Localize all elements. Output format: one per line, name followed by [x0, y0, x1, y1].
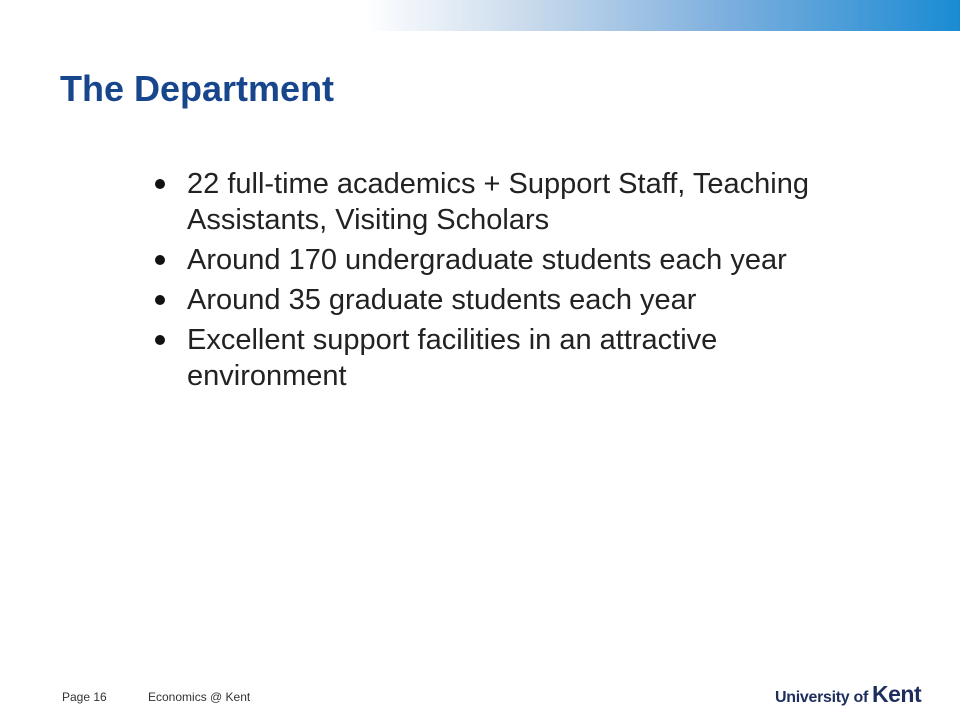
bullet-text: Around 35 graduate students each year [187, 284, 697, 316]
bullet-text: 22 full-time academics + Support Staff, Teaching Assistants, Visiting Scholars [187, 168, 809, 236]
slide-title: The Department [60, 68, 335, 109]
footer-source: Economics @ Kent [148, 690, 251, 704]
bullet-item [150, 242, 847, 278]
header-gradient-bar [0, 0, 960, 31]
logo-text-main: University of [775, 689, 869, 706]
university-logo [775, 681, 921, 708]
bullet-item [150, 282, 847, 318]
bullet-icon [155, 179, 165, 189]
bullet-item [150, 166, 847, 238]
bullet-icon [155, 335, 165, 345]
bullet-icon [155, 295, 165, 305]
bullet-text: Excellent support facilities in an attractive environment [187, 324, 718, 392]
bullet-text: Around 170 undergraduate students each year [187, 244, 787, 276]
bullet-icon [155, 255, 165, 265]
logo-text-accent: Kent [872, 681, 922, 707]
footer-page-number: Page 16 [62, 690, 107, 704]
bullet-list [150, 166, 847, 398]
bullet-item [150, 322, 847, 394]
